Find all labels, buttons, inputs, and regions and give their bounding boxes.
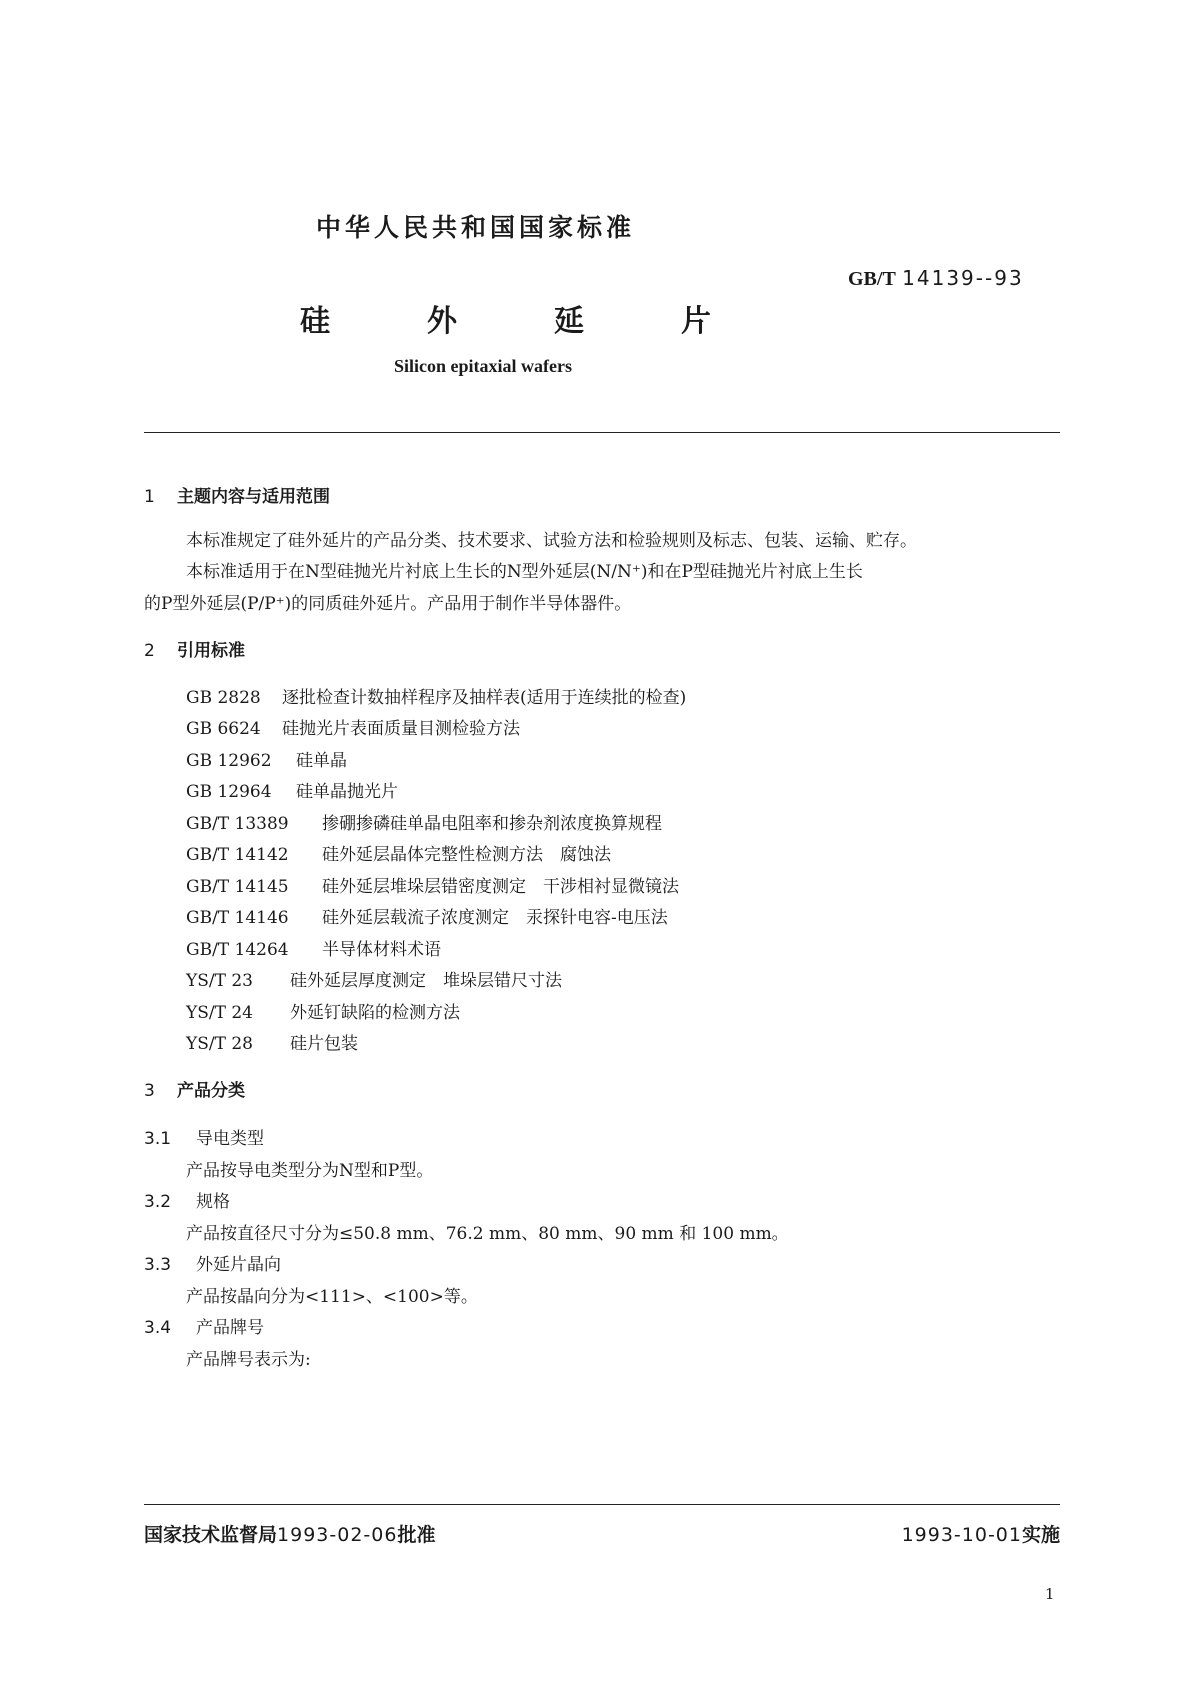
subsection-3-2-text: 产品按直径尺寸分为≤50.8 mm、76.2 mm、80 mm、90 mm 和 100 mm。 [186, 1224, 789, 1244]
standard-number [848, 266, 1024, 291]
reference-code: YS/T 28 [186, 1034, 253, 1054]
effective-suffix: 实施 [1021, 1524, 1060, 1546]
reference-code: GB 6624 [186, 719, 261, 739]
reference-code: GB/T 14142 [186, 845, 289, 865]
subsection-title: 导电类型 [196, 1129, 264, 1149]
subsection-title: 外延片晶向 [196, 1255, 281, 1275]
title-char: 外 [427, 304, 457, 339]
reference-title: 外延钉缺陷的检测方法 [290, 1003, 460, 1023]
reference-title: 硅外延层晶体完整性检测方法 腐蚀法 [322, 845, 611, 865]
title-char: 延 [554, 304, 584, 339]
reference-item [186, 683, 686, 708]
reference-title: 硅外延层厚度测定 堆垛层错尺寸法 [290, 971, 562, 991]
reference-item [186, 872, 679, 897]
reference-item [186, 998, 460, 1023]
header-divider [144, 432, 1060, 433]
subsection-number: 3.1 [144, 1129, 172, 1149]
subsection-title: 产品牌号 [196, 1318, 264, 1338]
subsection-3-3-text: 产品按晶向分为<111>、<100>等。 [186, 1287, 478, 1307]
reference-title: 硅外延层堆垛层错密度测定 干涉相衬显微镜法 [322, 877, 679, 897]
section-1-paragraph-1: 本标准规定了硅外延片的产品分类、技术要求、试验方法和检验规则及标志、包装、运输、贮存。 [186, 531, 917, 551]
reference-item [186, 714, 520, 739]
subsection-3-2-heading [144, 1187, 230, 1212]
title-char: 片 [681, 304, 711, 339]
english-title: Silicon epitaxial wafers [394, 356, 572, 376]
effective-line [902, 1520, 1060, 1547]
subsection-title: 规格 [196, 1192, 230, 1212]
reference-item [186, 903, 668, 928]
reference-code: YS/T 24 [186, 1003, 253, 1023]
section-number: 2 [144, 641, 155, 661]
page-number: 1 [1045, 1585, 1055, 1603]
reference-item [186, 809, 662, 834]
title-char: 硅 [300, 304, 330, 339]
section-3-heading [144, 1076, 245, 1101]
section-number: 1 [144, 487, 155, 507]
subsection-3-1-heading [144, 1124, 264, 1149]
reference-title: 逐批检查计数抽样程序及抽样表(适用于连续批的检查) [282, 688, 687, 708]
reference-code: GB/T 14146 [186, 908, 289, 928]
subsection-3-3-heading [144, 1250, 281, 1275]
reference-code: GB/T 13389 [186, 814, 289, 834]
reference-title: 硅外延层载流子浓度测定 汞探针电容-电压法 [322, 908, 668, 928]
reference-item [186, 935, 441, 960]
section-1-paragraph-2-line-1: 本标准适用于在N型硅抛光片衬底上生长的N型外延层(N/N⁺)和在P型硅抛光片衬底上生长 [186, 562, 863, 582]
reference-item [186, 746, 347, 771]
footer-divider [144, 1504, 1060, 1505]
issuer: 国家技术监督局 [144, 1524, 278, 1546]
reference-item [186, 1029, 358, 1054]
reference-code: GB/T 14145 [186, 877, 289, 897]
subsection-3-1-text: 产品按导电类型分为N型和P型。 [186, 1161, 434, 1181]
subsection-number: 3.4 [144, 1318, 172, 1338]
effective-date: 1993-10-01 [901, 1524, 1022, 1546]
reference-item [186, 966, 562, 991]
subsection-number: 3.2 [144, 1192, 172, 1212]
section-title: 主题内容与适用范围 [177, 487, 330, 507]
reference-code: GB 12964 [186, 782, 272, 802]
standard-prefix: GB/T [848, 268, 896, 290]
reference-code: GB 2828 [186, 688, 261, 708]
approval-suffix: 批准 [397, 1524, 436, 1546]
section-title: 引用标准 [177, 641, 245, 661]
section-2-heading [144, 636, 245, 661]
approval-date: 1993-02-06 [277, 1524, 398, 1546]
section-1-heading [144, 482, 330, 507]
reference-title: 硅片包装 [290, 1034, 358, 1054]
reference-title: 硅单晶 [296, 751, 347, 771]
subsection-3-4-heading [144, 1313, 264, 1338]
reference-title: 掺硼掺磷硅单晶电阻率和掺杂剂浓度换算规程 [322, 814, 662, 834]
section-1-paragraph-2-line-2: 的P型外延层(P/P⁺)的同质硅外延片。产品用于制作半导体器件。 [144, 594, 632, 614]
reference-code: YS/T 23 [186, 971, 253, 991]
reference-title: 硅单晶抛光片 [296, 782, 398, 802]
section-number: 3 [144, 1081, 155, 1101]
reference-code: GB/T 14264 [186, 940, 289, 960]
reference-code: GB 12962 [186, 751, 272, 771]
subsection-number: 3.3 [144, 1255, 172, 1275]
approval-line [144, 1520, 435, 1547]
reference-item [186, 777, 398, 802]
standard-code: 14139--93 [902, 266, 1024, 290]
subsection-3-4-text: 产品牌号表示为: [186, 1350, 311, 1370]
reference-item [186, 840, 611, 865]
reference-title: 半导体材料术语 [322, 940, 441, 960]
reference-title: 硅抛光片表面质量目测检验方法 [282, 719, 520, 739]
document-title [300, 296, 808, 340]
section-title: 产品分类 [177, 1081, 245, 1101]
national-standard-heading: 中华人民共和国国家标准 [316, 213, 636, 242]
